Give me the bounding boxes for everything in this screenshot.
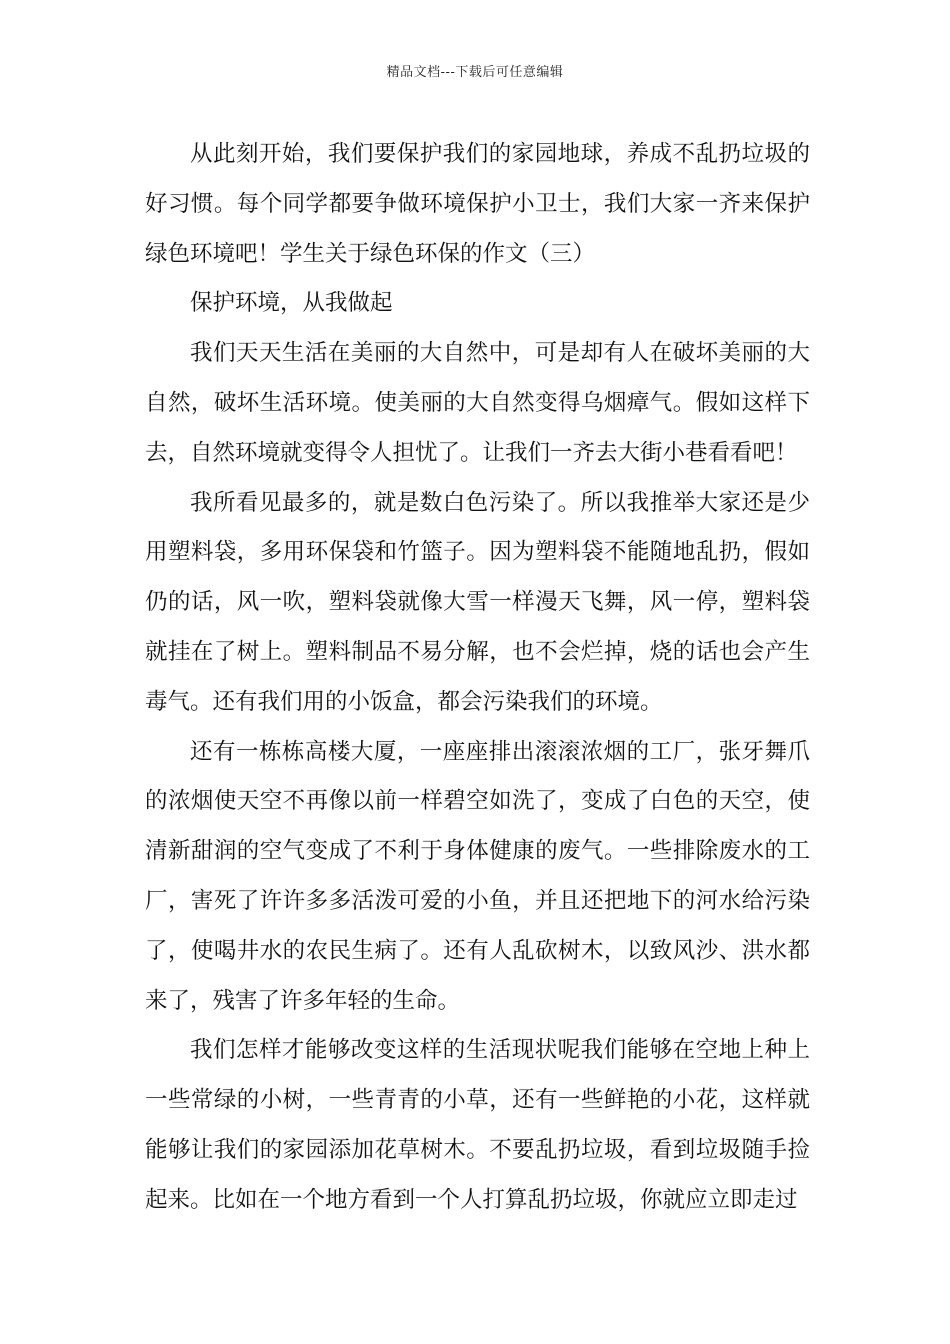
section-heading: 保护环境，从我做起 xyxy=(190,290,393,317)
document-body xyxy=(145,130,810,1226)
paragraph-3: 我所看见最多的，就是数白色污染了。所以我推举大家还是少用塑料袋，多用环保袋和竹篮子。因为塑料袋不能随地乱扔，假如仍的话，风一吹，塑料袋就像大雪一样漫天飞舞，风一停，塑料袋就挂在了树上。塑料制品不易分解，也不会烂掉，烧的话也会产生毒气。还有我们用的小饭盒，都会污染我们的环境。 xyxy=(145,489,810,715)
paragraph-1: 从此刻开始，我们要保护我们的家园地球，养成不乱扔垃圾的好习惯。每个同学都要争做环境保护小卫士，我们大家一齐来保护绿色环境吧！学生关于绿色环保的作文（三） xyxy=(145,141,810,267)
paragraph-4: 还有一栋栋高楼大厦，一座座排出滚滚浓烟的工厂，张牙舞爪的浓烟使天空不再像以前一样碧空如洗了，变成了白色的天空，使清新甜润的空气变成了不利于身体健康的废气。一些排除废水的工厂，害死了许许多多活泼可爱的小鱼，并且还把地下的河水给污染了，使喝井水的农民生病了。还有人乱砍树木，以致风沙、洪水都来了，残害了许多年轻的生命。 xyxy=(145,738,810,1014)
paragraph-2: 我们天天生活在美丽的大自然中，可是却有人在破坏美丽的大自然，破坏生活环境。使美丽的大自然变得乌烟瘴气。假如这样下去，自然环境就变得令人担忧了。让我们一齐去大街小巷看看吧！ xyxy=(145,340,810,466)
page-header: 精品文档---下载后可任意编辑 xyxy=(386,65,564,80)
paragraph-5: 我们怎样才能够改变这样的生活现状呢我们能够在空地上种上一些常绿的小树，一些青青的小草，还有一些鲜艳的小花，这样就能够让我们的家园添加花草树木。不要乱扔垃圾，看到垃圾随手捡起来。比如在一个地方看到一个人打算乱扔垃圾，你就应立即走过 xyxy=(145,1037,810,1213)
